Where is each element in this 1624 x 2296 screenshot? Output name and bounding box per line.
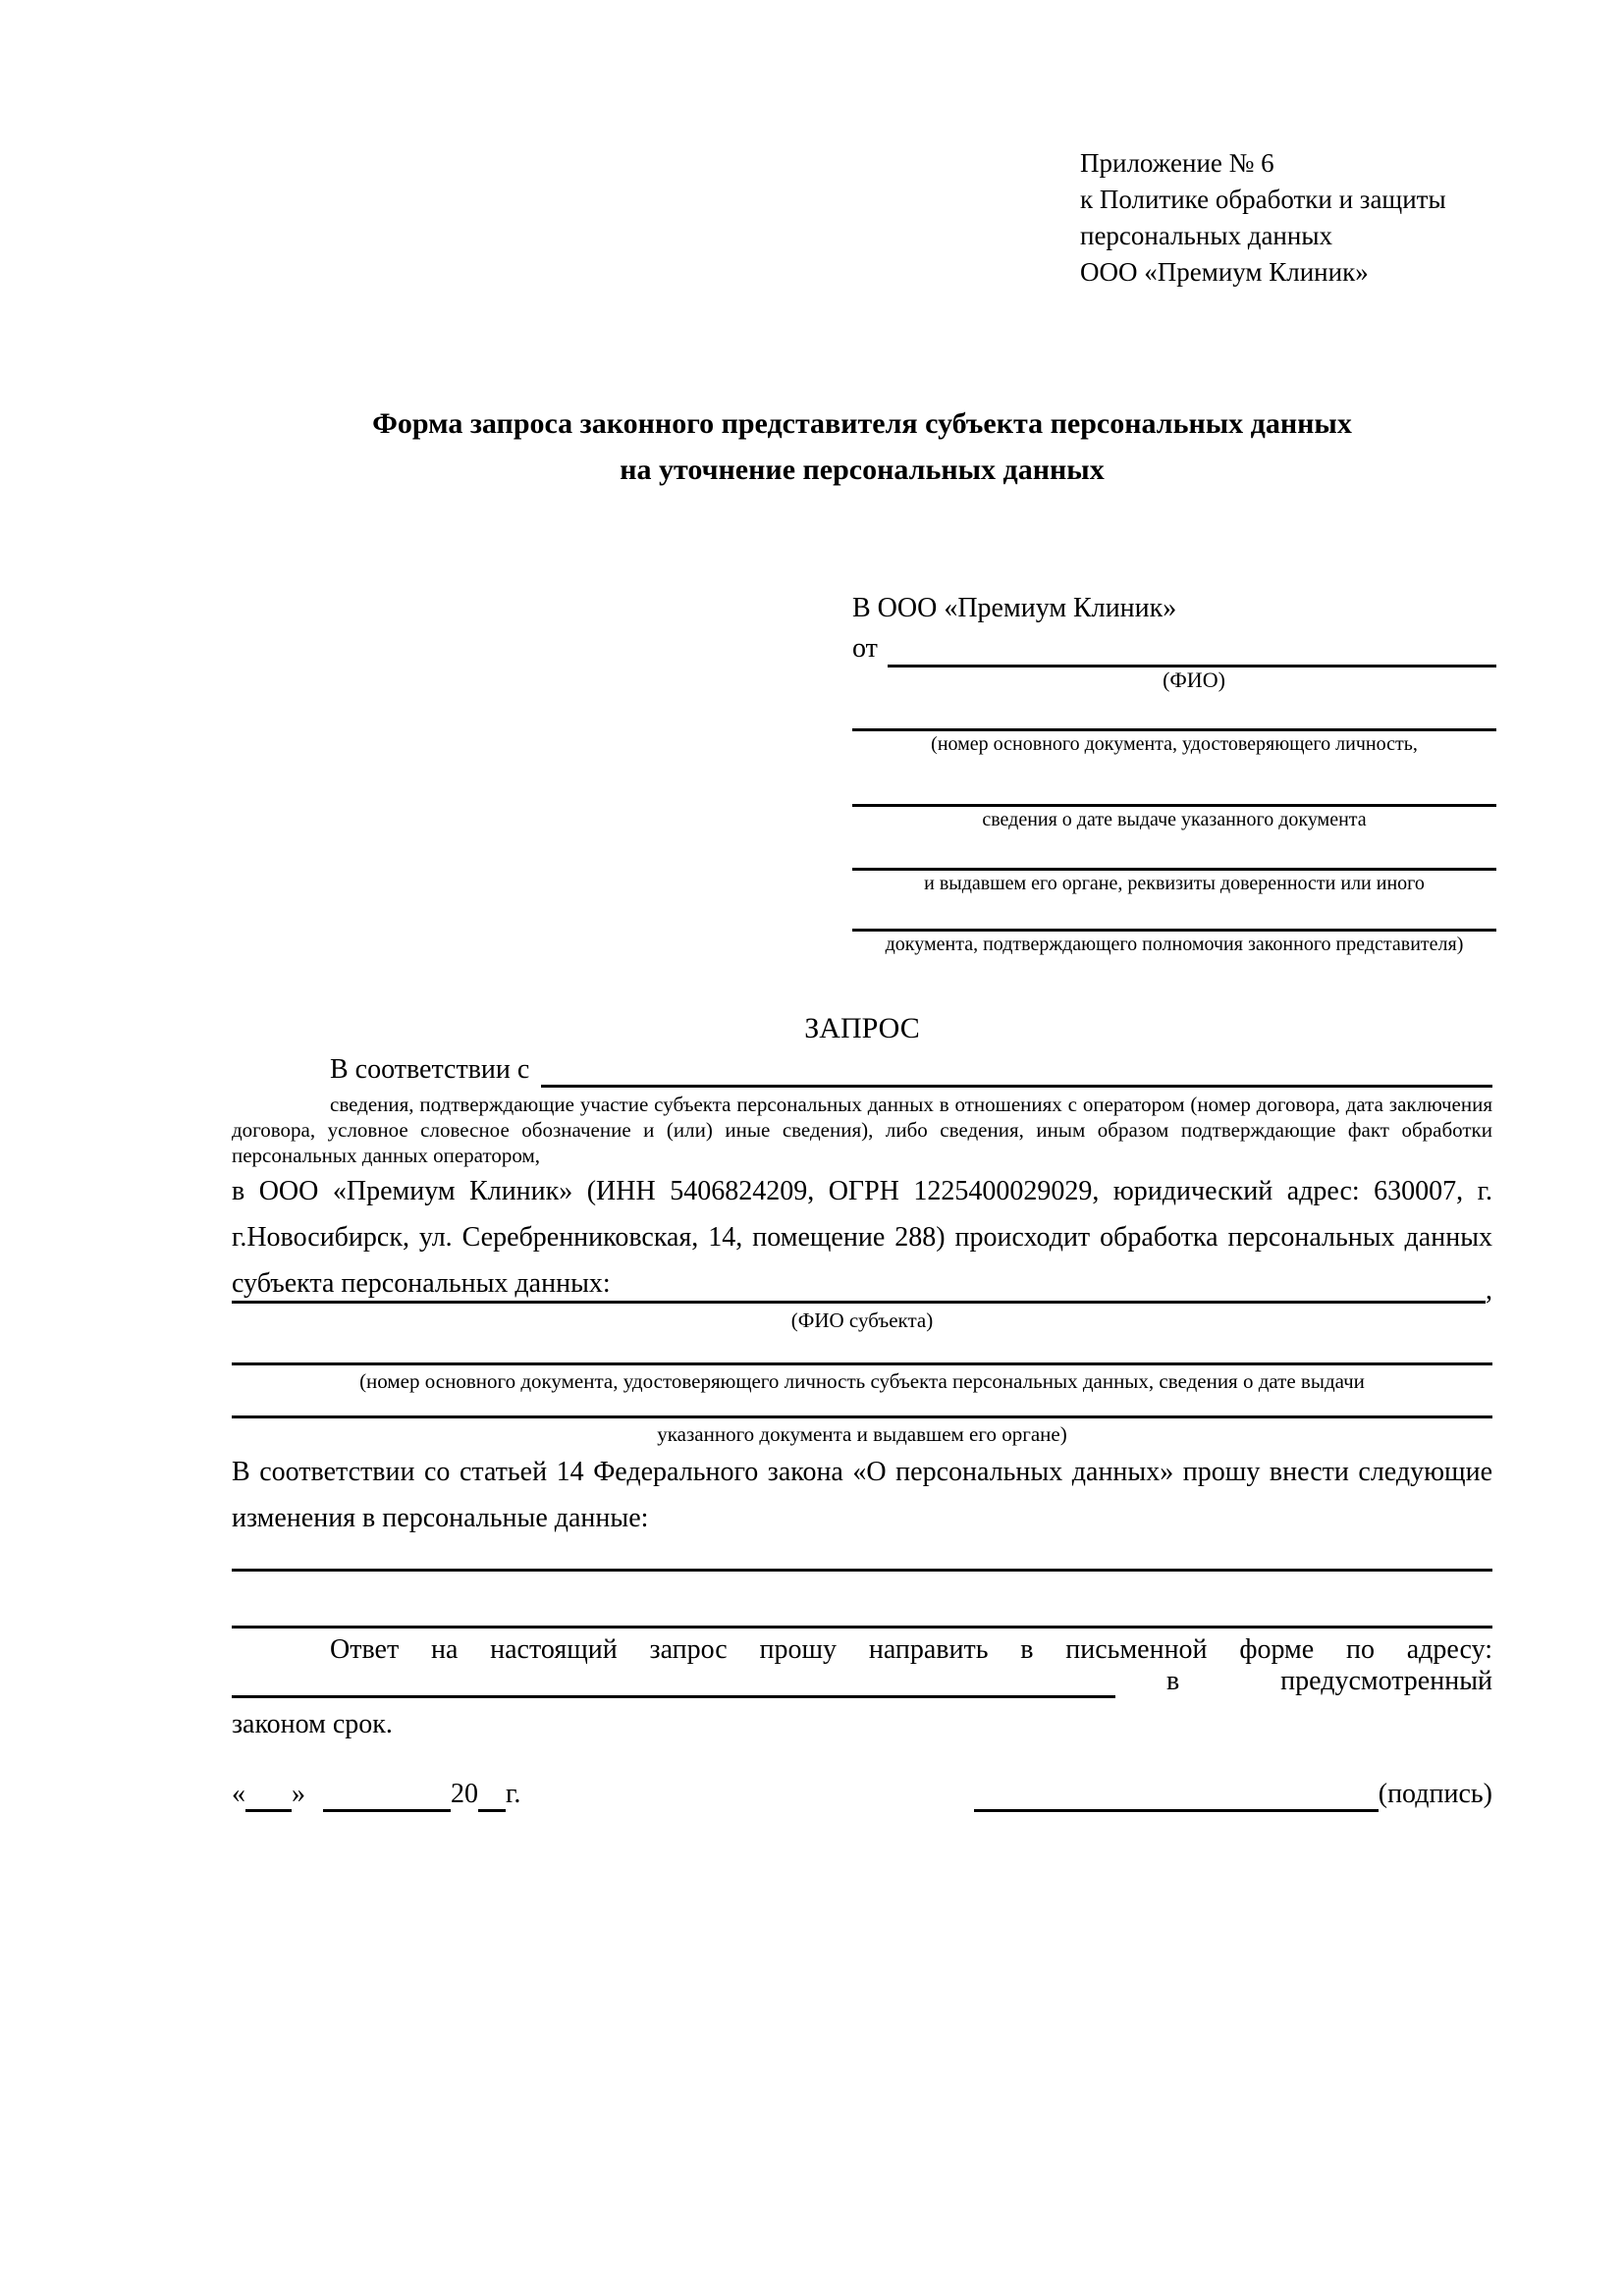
footer-row <box>232 1773 1492 1812</box>
subject-doc-caption: (номер основного документа, удостоверяющего личность субъекта персональных данных, сведения о дате выдачи <box>359 1369 1365 1393</box>
law-paragraph: В соответствии со статьей 14 Федерального закона «О персональных данных» прошу внести следующие изменения в персональные данные: <box>232 1457 1492 1533</box>
doc-info-blank-line <box>852 896 1496 932</box>
from-blank-line <box>888 631 1496 667</box>
appendix-line: ООО «Премиум Клиник» <box>1080 257 1369 287</box>
signature-field <box>974 1777 1492 1812</box>
fio-caption: (ФИО) <box>1163 667 1225 692</box>
doc-info-blank-line <box>852 693 1496 731</box>
doc-info-caption: документа, подтверждающего полномочия законного представителя) <box>885 934 1464 955</box>
answer-closing: законом срок. <box>232 1709 393 1739</box>
doc-info-caption: сведения о дате выдаче указанного документа <box>982 809 1367 830</box>
blank-line <box>232 1547 1492 1572</box>
answer-paragraph-line: Ответ на настоящий запрос прошу направить в письменной форме по адресу: <box>330 1634 1492 1665</box>
intro-blank-line <box>541 1055 1492 1088</box>
signature-blank-line <box>974 1778 1379 1812</box>
trailing-comma: , <box>1486 1275 1492 1306</box>
from-label: от <box>852 633 878 664</box>
address-blank-line <box>232 1668 1115 1698</box>
appendix-line: к Политике обработки и защиты <box>1080 185 1446 214</box>
year-prefix: 20 <box>451 1779 478 1809</box>
subject-doc-caption: указанного документа и выдавшем его органе) <box>657 1422 1067 1446</box>
subject-doc-blank-line <box>232 1392 1492 1418</box>
date-day-blank <box>245 1778 292 1812</box>
blank-line <box>232 1604 1492 1629</box>
appendix-line: Приложение № 6 <box>1080 148 1274 178</box>
answer-tail-word: в <box>1166 1666 1180 1696</box>
doc-info-caption: (номер основного документа, удостоверяющего личность, <box>931 733 1418 755</box>
intro-lead: В соответствии с <box>330 1054 530 1085</box>
quote-open: « <box>232 1779 245 1809</box>
form-title-line1: Форма запроса законного представителя субъекта персональных данных <box>372 407 1352 440</box>
doc-info-caption: и выдавшем его органе, реквизиты доверенности или иного <box>924 873 1425 894</box>
subject-doc-blank-line <box>232 1337 1492 1365</box>
intro-footnote: сведения, подтверждающие участие субъекта персональных данных в отношениях с оператором (номер договора, дата заключения договора, условное словесное обозначение и (или) иные сведения), либо сведения, иным образом подтверждающие факт обработки персональных данных оператором, <box>232 1093 1492 1167</box>
doc-info-blank-line <box>852 832 1496 871</box>
form-title-line2: на уточнение персональных данных <box>620 454 1105 486</box>
answer-tail-word: предусмотренный <box>1280 1666 1492 1696</box>
doc-info-blank-line <box>852 757 1496 807</box>
appendix-line: персональных данных <box>1080 221 1332 250</box>
signature-caption: (подпись) <box>1378 1779 1492 1809</box>
addressee-to: В ООО «Премиум Клиник» <box>852 593 1177 623</box>
intro-row <box>232 1052 1492 1088</box>
date-field <box>232 1777 520 1812</box>
request-heading: ЗАПРОС <box>804 1012 920 1044</box>
answer-tail <box>1115 1665 1492 1698</box>
operator-paragraph: в ООО «Премиум Клиник» (ИНН 5406824209, ОГРН 1225400029029, юридический адрес: 630007, г. г.Новосибирск, ул. Серебренниковская, 14, помещение 288) происходит обработка персональных данных субъекта персональных данных: <box>232 1176 1492 1299</box>
year-suffix: г. <box>506 1779 521 1809</box>
subject-fio-row <box>232 1276 1492 1304</box>
quote-close: » <box>292 1779 305 1809</box>
subject-fio-blank-line <box>232 1275 1486 1304</box>
date-year-blank <box>478 1778 506 1812</box>
from-row <box>852 628 1496 667</box>
date-month-blank <box>323 1778 451 1812</box>
addressee-block <box>852 589 1496 957</box>
form-title <box>232 400 1492 493</box>
subject-fio-caption: (ФИО субъекта) <box>790 1308 934 1332</box>
answer-address-row <box>232 1666 1492 1698</box>
appendix-block <box>1080 145 1502 291</box>
